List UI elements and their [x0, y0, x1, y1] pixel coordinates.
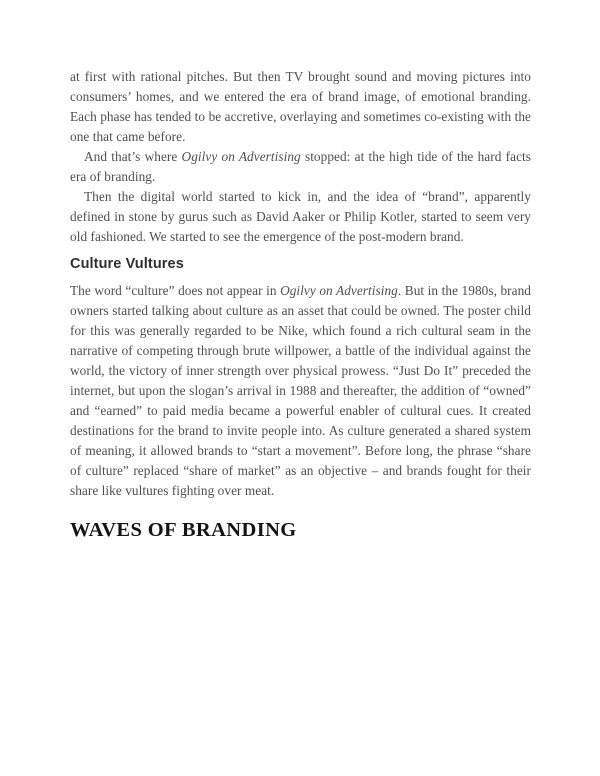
paragraph-ogilvy-stopped	[70, 147, 531, 187]
page-text-column	[70, 67, 531, 542]
text-run: The word “culture” does not appear in	[70, 283, 281, 298]
text-run: . But in the 1980s, brand owners started talking about culture as an asset that could be owned. The poster child for this was generally regarded to be Nike, which found a rich cultural seam in the narrative of competing through brute willpower, a battle of the individual against the world, the victory of inner strength over physical prowess. “Just Do It” preceded the internet, but upon the slogan’s arrival in 1988 and thereafter, the addition of “owned” and “earned” to paid media became a powerful enabler of cultural cues. It created destinations for the brand to invite people into. As culture generated a shared system of meaning, it allowed brands to “start a movement”. Before long, the phrase “share of culture” replaced “share of market” as an objective – and brands fought for their share like vultures fighting over meat.	[70, 283, 531, 498]
book-title-italic: Ogilvy on Advertising	[280, 283, 398, 298]
text-run: stopped: at the high tide of the hard facts era of branding.	[70, 149, 531, 184]
text-run: And that’s where	[84, 149, 182, 164]
paragraph-culture-vultures	[70, 281, 531, 501]
section-heading-culture-vultures: Culture Vultures	[70, 256, 184, 272]
chapter-heading-waves-of-branding: WAVES OF BRANDING	[70, 519, 297, 541]
paragraph-rational-pitches: at first with rational pitches. But then TV brought sound and moving pictures into consumers’ homes, and we entered the era of brand image, of emotional branding. Each phase has tended to be accretive, overlaying and sometimes co-existing with the one that came before.	[70, 69, 531, 144]
paragraph-digital-world: Then the digital world started to kick in, and the idea of “brand”, apparently defined in stone by gurus such as David Aaker or Philip Kotler, started to seem very old fashioned. We started to see the emergence of the post-modern brand.	[70, 189, 531, 244]
book-title-italic: Ogilvy on Advertising	[181, 149, 301, 164]
